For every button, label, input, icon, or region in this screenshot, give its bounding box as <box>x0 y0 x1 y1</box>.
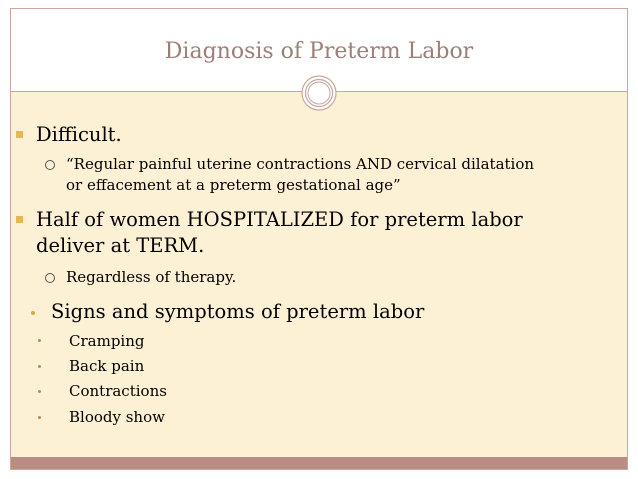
sub-bullet-definition-line2: or effacement at a preterm gestational age” <box>66 176 401 194</box>
sub-bullet-definition-line1: “Regular painful uterine contractions AND cervical dilatation <box>66 155 535 173</box>
bullet-half-of-women-line1: Half of women HOSPITALIZED for preterm labor <box>36 208 523 231</box>
circle-ornament-icon <box>301 75 337 111</box>
dot-bullet-icon <box>38 339 41 342</box>
square-bullet-icon <box>16 131 23 138</box>
sub-bullet-contractions: Contractions <box>69 382 167 400</box>
sub-bullet-bloody-show: Bloody show <box>69 408 165 426</box>
slide-title: Diagnosis of Preterm Labor <box>164 39 474 64</box>
square-bullet-icon <box>16 216 23 223</box>
dot-bullet-icon <box>38 416 41 419</box>
dot-bullet-icon <box>38 390 41 393</box>
sub-bullet-regardless: Regardless of therapy. <box>66 268 237 286</box>
circle-bullet-icon <box>45 160 55 170</box>
bullet-difficult: Difficult. <box>36 123 122 146</box>
bullet-signs-symptoms: Signs and symptoms of preterm labor <box>51 300 425 323</box>
sub-bullet-back-pain: Back pain <box>69 357 145 375</box>
sub-bullet-cramping: Cramping <box>69 332 145 350</box>
slide-frame <box>10 8 628 470</box>
dot-bullet-icon <box>31 311 35 315</box>
dot-bullet-icon <box>38 365 41 368</box>
footer-accent-bar <box>11 457 627 469</box>
circle-bullet-icon <box>45 273 55 283</box>
bullet-half-of-women-line2: deliver at TERM. <box>36 234 205 257</box>
